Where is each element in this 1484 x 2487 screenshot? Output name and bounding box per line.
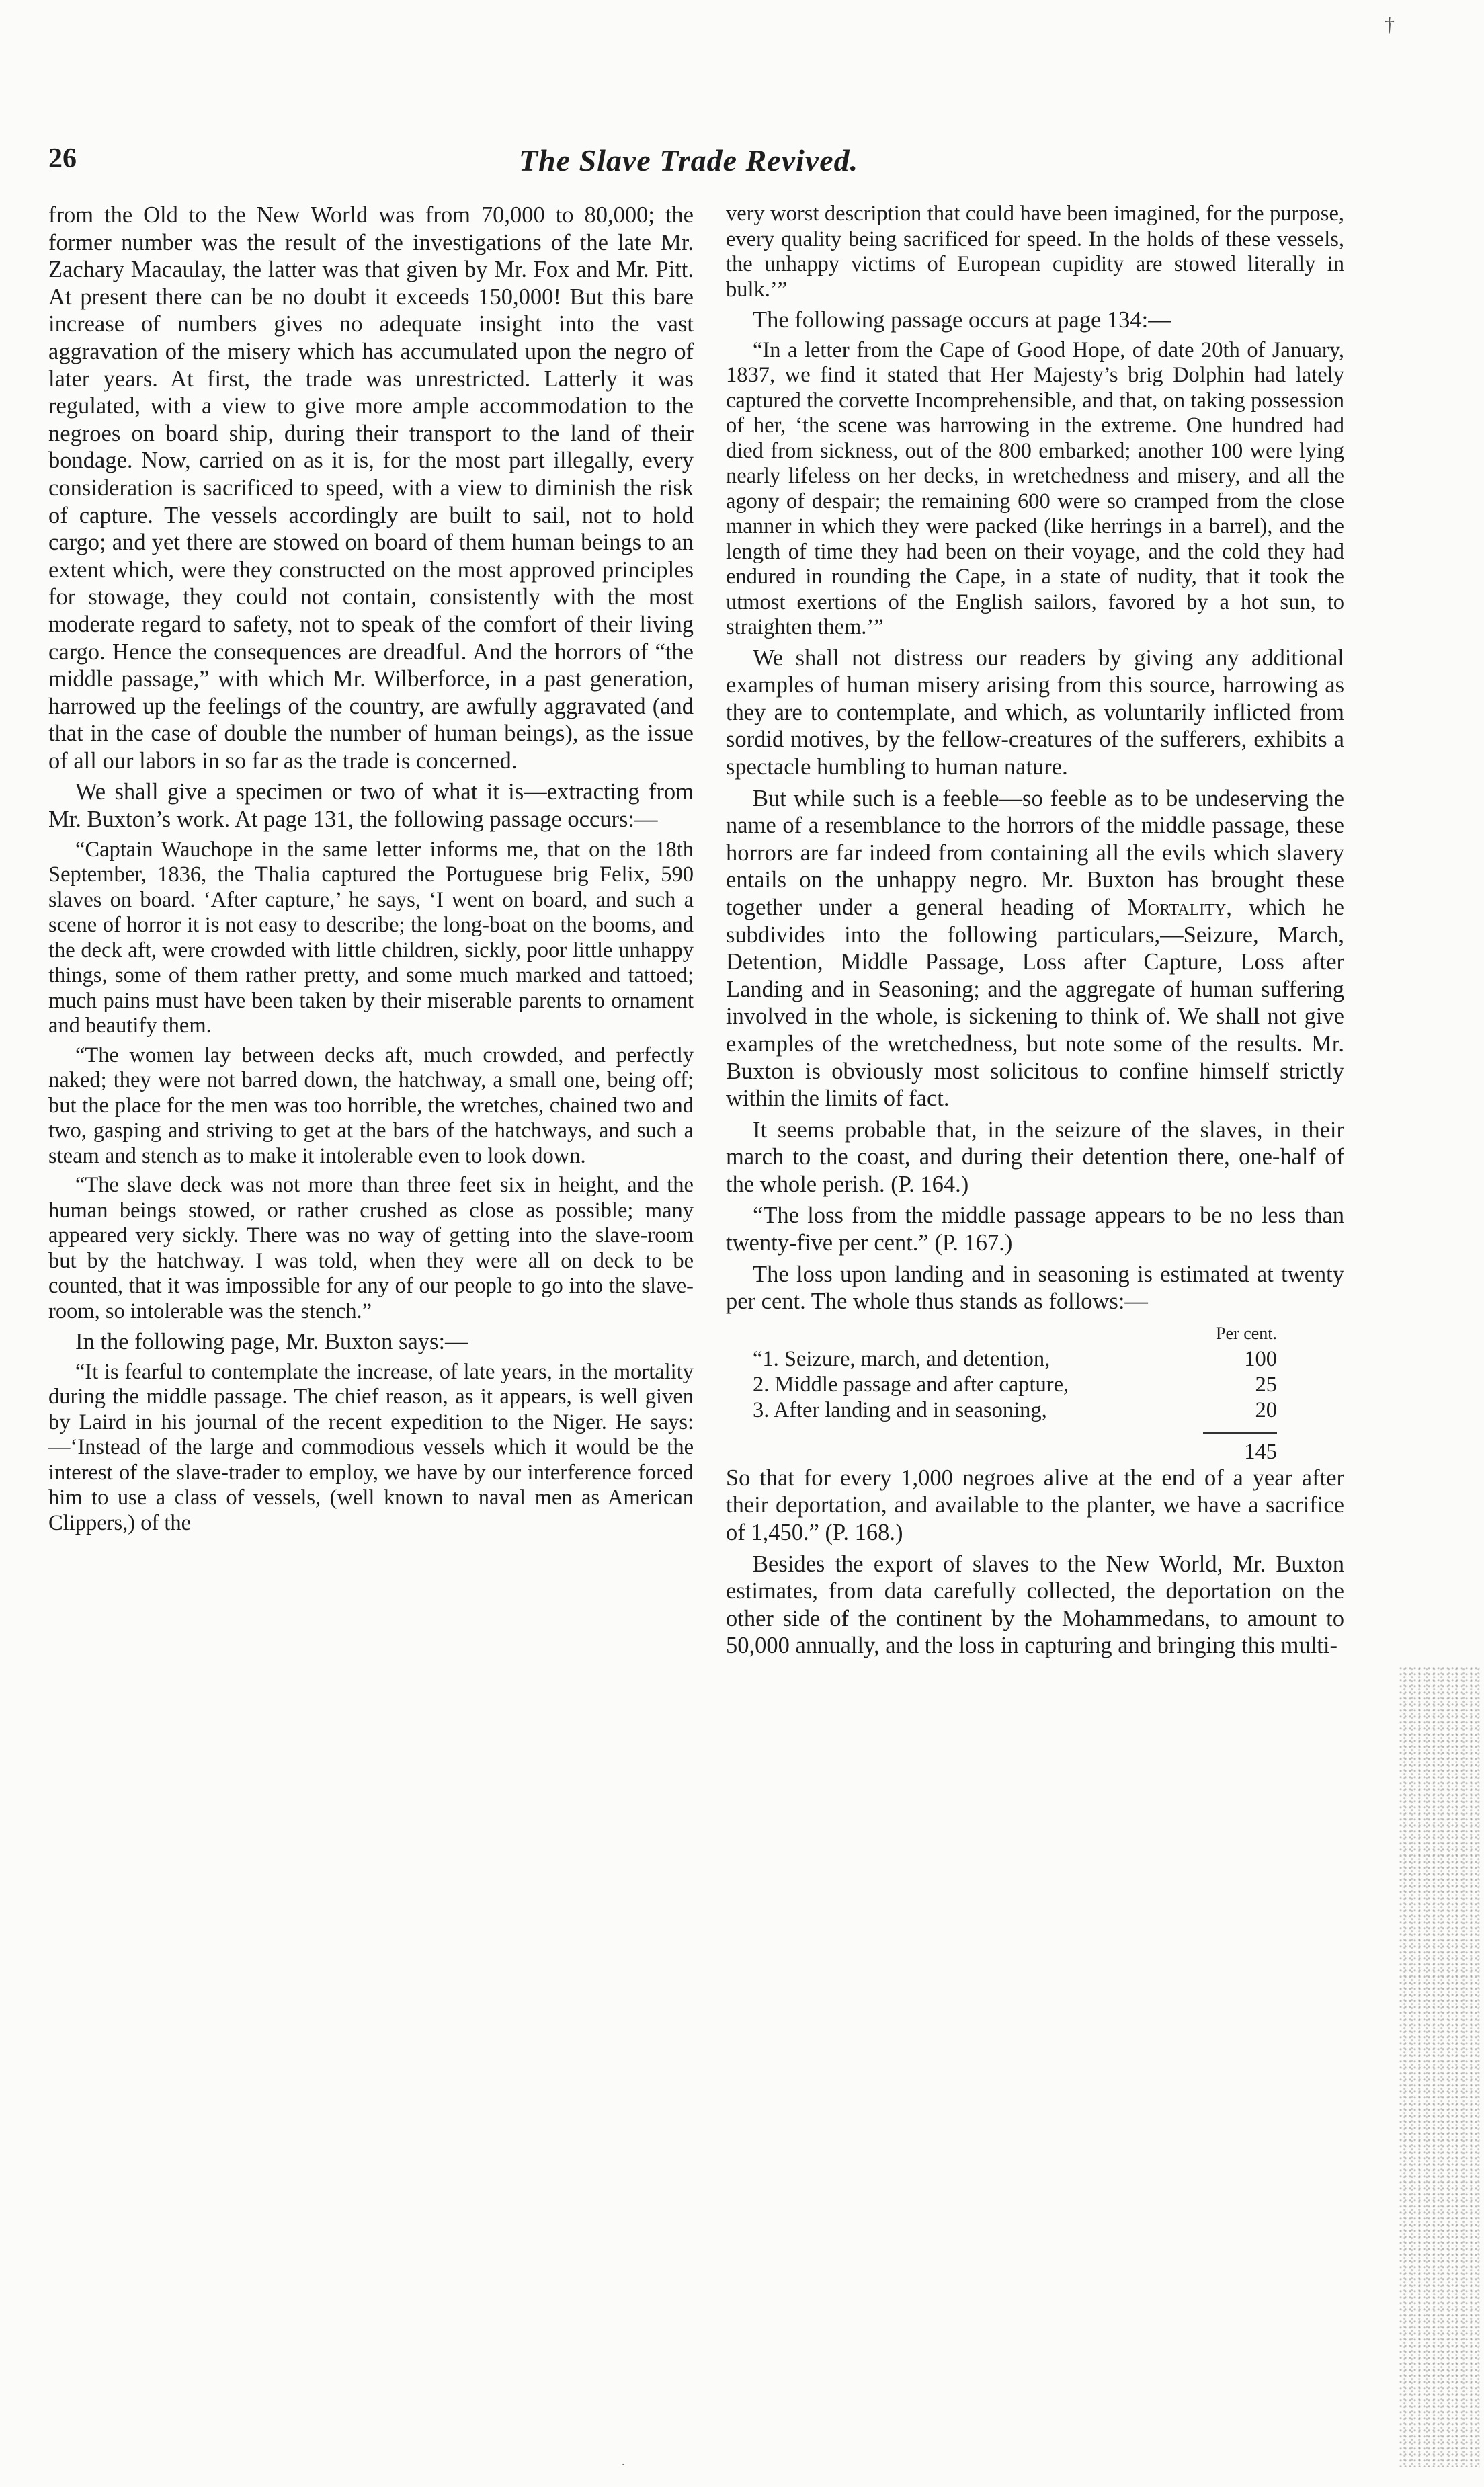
page-number: 26	[48, 143, 77, 174]
paragraph: from the Old to the New World was from 70,000 to 80,000; the former number was the result of the investigations of the late Mr. Zachary Macaulay, the latter was that given by Mr. Fox and Mr. Pitt. At present there can be no doubt it exceeds 150,000! But this bare increase of numbers gives no adequate insight into the vast aggravation of the misery which has accumulated upon the negro of later years. At first, the trade was unrestricted. Latterly it was regulated, with a view to give more ample accommodation to the negroes on board ship, during their transport to the land of their bondage. Now, carried on as it is, for the most part illegally, every consideration is sacrificed to speed, with a view to diminish the risk of capture. The vessels accordingly are built to sail, not to hold cargo; and yet there are stowed on board of them human beings to an extent which, were they constructed on the most approved principles for stowage, they could not contain, consistently with the most moderate regard to safety, not to speak of the comfort of their living cargo. Hence the consequences are dreadful. And the horrors of “the middle passage,” with which Mr. Wilberforce, in a past generation, harrowed up the feelings of the country, are awfully aggravated (and that in the case of double the number of human beings), as the issue of all our labors in so far as the trade is concerned.	[48, 202, 694, 774]
block-quote: “The loss from the middle passage appears to be no less than twenty-five per cent.” (P. 167.)	[726, 1202, 1344, 1256]
table-header: Per cent.	[1216, 1323, 1277, 1343]
row-label: 2. Middle passage and after capture,	[753, 1372, 1069, 1397]
block-quote: “The slave deck was not more than three feet six in height, and the human beings stowed, or rather crushed as close as possible; many appeared very sickly. There was no way of getting into the slave-room but by the hatchway. I was told, when they were all on deck to be counted, that it was impossible for any of our people to go into the slave-room, so intolerable was the stench.”	[48, 1173, 694, 1323]
scan-edge-noise	[1399, 1667, 1480, 2467]
paragraph: Besides the export of slaves to the New World, Mr. Buxton estimates, from data carefully collected, the deportation on the other side of the continent by the Mohammedans, to amount to 50,000 annually, and the loss in capturing and bringing this multi-	[726, 1551, 1344, 1659]
block-quote: “Captain Wauchope in the same letter informs me, that on the 18th September, 1836, the Thalia captured the Portuguese brig Felix, 590 slaves on board. ‘After capture,’ he says, ‘I went on board, and such a scene of horror it is not easy to describe; the long-boat on the booms, and the deck aft, were crowded with little children, sickly, poor little unhappy things, some of them rather pretty, and some much marked and tattoed; much pains must have been taken by their miserable parents to ornament and beautify them.	[48, 837, 694, 1038]
row-value: 25	[1255, 1372, 1277, 1397]
paragraph: It seems probable that, in the seizure of the slaves, in their march to the coast, and during their detention there, one-half of the whole perish. (P. 164.)	[726, 1116, 1344, 1197]
corner-mark: †	[1385, 13, 1395, 36]
row-value: 20	[1255, 1397, 1277, 1422]
table-row	[753, 1346, 1277, 1372]
paragraph-text: which he subdivides into the following particulars,—Seizure, March, Detention, Middle Passage, Loss after Capture, Loss after Landing and in Seasoning; and the aggregate of human suffering involved in the whole, is sickening to think of. We shall not give examples of the wretchedness, but note some of the results. Mr. Buxton is obviously most solicitous to confine himself strictly within the limits of fact.	[726, 894, 1344, 1112]
right-column	[726, 202, 1344, 1664]
block-quote: “It is fearful to contemplate the increase, of late years, in the mortality during the middle passage. The chief reason, as it appears, is well given by Laird in his journal of the recent expedition to the Niger. He says:—‘Instead of the large and commodious vessels which it would be the interest of the slave-trader to employ, we have by our interference forced him to use a class of vessels, (well known to naval men as American Clippers,) of the	[48, 1359, 694, 1535]
block-quote: very worst description that could have been imagined, for the purpose, every quality being sacrificed for speed. In the holds of these vessels, the unhappy victims of European cupidity are stowed literally in bulk.’”	[726, 202, 1344, 302]
paragraph	[726, 785, 1344, 1112]
row-label: “1. Seizure, march, and detention,	[753, 1346, 1050, 1371]
total-rule	[1203, 1432, 1277, 1434]
running-title: The Slave Trade Revived.	[519, 143, 859, 177]
mortality-heading: Mortality,	[1126, 894, 1232, 920]
row-value: 100	[1244, 1346, 1277, 1371]
left-column	[48, 202, 694, 1540]
paragraph: So that for every 1,000 negroes alive at the end of a year after their deportation, and available to the planter, we have a sacrifice of 1,450.” (P. 168.)	[726, 1465, 1344, 1546]
paragraph: The loss upon landing and in seasoning is estimated at twenty per cent. The whole thus stands as follows:—	[726, 1261, 1344, 1315]
paragraph-text: But while such is a feeble—so feeble as to be undeserving the name of a resemblance to the horrors of the middle passage, these horrors are far indeed from containing all the evils which slavery entails on the unhappy negro. Mr. Buxton has brought these together under a general heading of	[726, 785, 1344, 920]
row-label: 3. After landing and in seasoning,	[753, 1397, 1047, 1422]
bottom-mark: .	[622, 2455, 625, 2468]
table-row	[753, 1397, 1277, 1423]
mortality-table	[753, 1321, 1344, 1465]
paragraph: We shall give a specimen or two of what it is—extracting from Mr. Buxton’s work. At page 131, the following passage occurs:—	[48, 779, 694, 833]
table-total: 145	[1244, 1439, 1277, 1464]
block-quote: “The women lay between decks aft, much crowded, and perfectly naked; they were not barred down, the hatchway, a small one, being off; but the place for the men was too horrible, the wretches, chained two and two, gasping and striving to get at the bars of the hatchways, and such a steam and stench as to make it intolerable even to look down.	[48, 1043, 694, 1168]
table-row	[753, 1372, 1277, 1397]
paragraph: The following passage occurs at page 134:—	[753, 307, 1171, 333]
paragraph: We shall not distress our readers by giving any additional examples of human misery arising from this source, harrowing as they are to contemplate, and which, as voluntarily inflicted from sordid motives, by the fellow-creatures of the sufferers, exhibits a spectacle humbling to human nature.	[726, 645, 1344, 780]
paragraph: In the following page, Mr. Buxton says:—	[75, 1329, 468, 1355]
block-quote: “In a letter from the Cape of Good Hope, of date 20th of January, 1837, we find it stated that Her Majesty’s brig Dolphin had lately captured the corvette Incomprehensible, and that, on taking possession of her, ‘the scene was harrowing in the extreme. One hundred had died from sickness, out of the 800 embarked; another 100 were lying nearly lifeless on her decks, in wretchedness and misery, and all the agony of despair; the remaining 600 were so cramped from the close manner in which they were packed (like herrings in a barrel), and the length of time they had been on their voyage, and the cold they had endured in rounding the Cape, in a state of nudity, that it took the utmost exertions of the English sailors, favored by a hot sun, to straighten them.’”	[726, 337, 1344, 640]
running-header	[48, 142, 1325, 183]
